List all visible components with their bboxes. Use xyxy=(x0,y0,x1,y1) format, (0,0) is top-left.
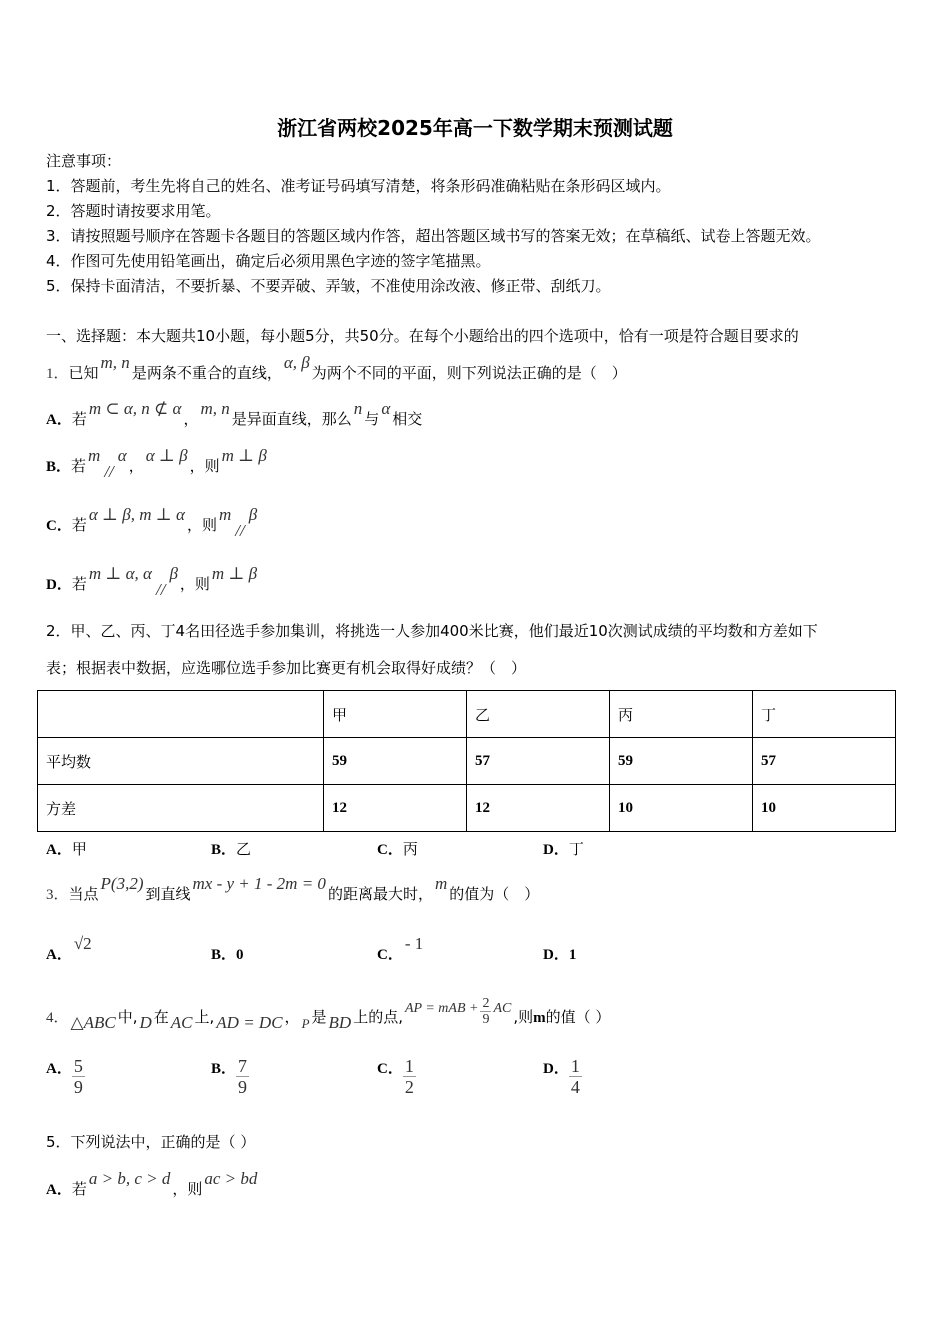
table-row xyxy=(38,785,896,832)
question-number: 4． xyxy=(46,1010,69,1026)
option-math: √2 xyxy=(73,934,92,953)
fraction xyxy=(403,1056,416,1097)
math: AD = DC xyxy=(216,1013,283,1032)
q2-option-d xyxy=(543,838,584,859)
text: 若 xyxy=(71,457,87,475)
option-label: C． xyxy=(377,947,403,963)
q4-option-d xyxy=(543,1048,582,1097)
math: m ⊥ β xyxy=(221,446,267,465)
option-label: B． xyxy=(211,947,237,963)
math: m xyxy=(218,505,232,524)
table-cell: 12 xyxy=(467,785,610,832)
text: 若 xyxy=(71,410,87,428)
option-text: 丁 xyxy=(568,840,584,858)
math: n xyxy=(353,399,363,418)
option-text: 乙 xyxy=(236,840,252,858)
text: 上, xyxy=(194,1008,215,1026)
math: m ⊥ β xyxy=(211,564,258,583)
math: m xyxy=(88,446,101,465)
q4-option-a xyxy=(46,1048,85,1097)
option-text: 0 xyxy=(236,947,244,963)
numerator: 7 xyxy=(238,1056,248,1076)
math: △ABC xyxy=(70,1013,116,1032)
option-label: D． xyxy=(543,1061,569,1077)
table-cell: 方差 xyxy=(38,785,324,832)
option-math: - 1 xyxy=(404,934,424,953)
text: ， xyxy=(183,410,199,428)
text: 的距离最大时， xyxy=(327,885,433,903)
text: 若 xyxy=(71,516,87,534)
text: ，则 xyxy=(172,1180,203,1198)
denominator: 9 xyxy=(238,1077,248,1097)
option-label: D． xyxy=(46,577,72,593)
text: 的值为（ ） xyxy=(449,885,540,903)
fraction xyxy=(569,1056,582,1097)
math: α ⊥ β, m ⊥ α xyxy=(88,505,185,524)
math: β xyxy=(169,564,178,583)
math: P(3,2) xyxy=(100,874,144,893)
math: α, β xyxy=(283,353,310,372)
option-text: 1 xyxy=(568,947,577,963)
q3-option-b xyxy=(211,943,244,964)
note-item: 3．请按照题号顺序在答题卡各题目的答题区域内作答，超出答题区域书写的答案无效；在草稿纸、试卷上答题无效。 xyxy=(46,227,821,245)
table-cell: 丙 xyxy=(610,691,753,738)
parallel-symbol: // xyxy=(235,521,245,540)
text: 若 xyxy=(71,1180,87,1198)
math: m ⊂ α, n ⊄ α xyxy=(88,399,182,418)
text: 上的点, xyxy=(353,1008,403,1026)
option-text: 甲 xyxy=(71,840,87,858)
question-number: 1． xyxy=(46,366,69,382)
option-label: B． xyxy=(211,842,237,858)
table-header-row xyxy=(38,691,896,738)
option-text: 丙 xyxy=(402,840,418,858)
q2-option-c xyxy=(377,838,418,859)
math: m xyxy=(434,874,448,893)
text: ,则 xyxy=(513,1008,534,1026)
fraction xyxy=(480,996,491,1027)
option-label: C． xyxy=(377,1061,403,1077)
text: 的值（ ） xyxy=(545,1008,611,1026)
fraction xyxy=(72,1056,85,1097)
text: 为两个不同的平面，则下列说法正确的是（ ） xyxy=(311,364,627,382)
math: mx - y + 1 - 2m = 0 xyxy=(192,874,326,893)
note-item: 4．作图可先使用铅笔画出，确定后必须用黑色字迹的签字笔描黑。 xyxy=(46,252,491,270)
option-label: C． xyxy=(377,842,403,858)
note-item: 1．答题前，考生先将自己的姓名、准考证号码填写清楚，将条形码准确粘贴在条形码区域内。 xyxy=(46,177,671,195)
text: 与 xyxy=(364,410,380,428)
text: 是异面直线，那么 xyxy=(231,410,352,428)
math: BD xyxy=(328,1013,352,1032)
table-cell: 10 xyxy=(610,785,753,832)
note-item: 5．保持卡面清洁，不要折暴、不要弄破、弄皱，不准使用涂改液、修正带、刮纸刀。 xyxy=(46,277,611,295)
text: 若 xyxy=(71,575,87,593)
math: α ⊥ β xyxy=(145,446,188,465)
section-heading: 一、选择题：本大题共10小题，每小题5分，共50分。在每个小题给出的四个选项中，恰有一项是符合题目要求的 xyxy=(46,327,799,345)
parallel-symbol: // xyxy=(104,462,114,481)
text: 当点 xyxy=(68,885,99,903)
page-title: 浙江省两校2025年高一下数学期末预测试题 xyxy=(277,116,673,140)
text: m xyxy=(533,1010,546,1026)
option-label: A． xyxy=(46,947,72,963)
option-label: C． xyxy=(46,518,72,534)
option-label: B． xyxy=(211,1061,237,1077)
q1-option-c xyxy=(46,505,259,540)
fraction xyxy=(236,1056,249,1097)
q2-option-b xyxy=(211,838,251,859)
text: 中, xyxy=(117,1008,138,1026)
numerator: 1 xyxy=(570,1056,580,1076)
table-cell xyxy=(38,691,324,738)
math: AC xyxy=(493,1001,512,1016)
question-2-line1: 2．甲、乙、丙、丁4名田径选手参加集训，将挑选一人参加400米比赛，他们最近10次测试成绩的平均数和方差如下 xyxy=(46,622,818,640)
math: m, n xyxy=(200,399,230,418)
option-label: A． xyxy=(46,412,72,428)
denominator: 9 xyxy=(73,1077,83,1097)
math: a > b, c > d xyxy=(88,1169,171,1188)
text: 是两条不重合的直线， xyxy=(131,364,282,382)
option-label: D． xyxy=(543,947,569,963)
option-label: A． xyxy=(46,842,72,858)
score-table xyxy=(37,690,896,832)
question-4 xyxy=(46,996,611,1033)
table-cell: 59 xyxy=(610,738,753,785)
text: ，则 xyxy=(186,516,217,534)
q1-option-b xyxy=(46,446,269,481)
option-label: D． xyxy=(543,842,569,858)
table-cell: 57 xyxy=(467,738,610,785)
math: m, n xyxy=(100,353,130,372)
table-cell: 平均数 xyxy=(38,738,324,785)
math: α xyxy=(381,399,391,418)
q2-option-a xyxy=(46,838,87,859)
table-cell: 57 xyxy=(753,738,896,785)
text: 已知 xyxy=(68,364,99,382)
text: 相交 xyxy=(392,410,423,428)
table-cell: 59 xyxy=(324,738,467,785)
q1-option-a xyxy=(46,399,423,430)
parallel-symbol: // xyxy=(155,580,166,599)
math: α xyxy=(117,446,127,465)
math: P xyxy=(301,1016,310,1031)
table-row xyxy=(38,738,896,785)
q3-option-c xyxy=(377,934,425,964)
text: 到直线 xyxy=(145,885,191,903)
text: 是 xyxy=(311,1008,327,1026)
table-cell: 乙 xyxy=(467,691,610,738)
question-2-line2: 表；根据表中数据，应选哪位选手参加比赛更有机会取得好成绩？（ ） xyxy=(46,659,527,677)
text: 在 xyxy=(153,1008,169,1026)
option-label: A． xyxy=(46,1061,72,1077)
q3-option-d xyxy=(543,943,576,964)
table-cell: 12 xyxy=(324,785,467,832)
q4-option-c xyxy=(377,1048,416,1097)
q3-option-a xyxy=(46,934,94,964)
note-item: 2．答题时请按要求用笔。 xyxy=(46,202,221,220)
q1-option-d xyxy=(46,564,259,599)
question-number: 3． xyxy=(46,887,69,903)
q5-option-a xyxy=(46,1169,259,1200)
math: AC xyxy=(170,1013,193,1032)
numerator: 2 xyxy=(482,996,490,1011)
text: ，则 xyxy=(179,575,210,593)
table-cell: 10 xyxy=(753,785,896,832)
q4-option-b xyxy=(211,1048,249,1097)
text: ， xyxy=(128,457,144,475)
math: m ⊥ α, α xyxy=(88,564,152,583)
math: D xyxy=(139,1013,152,1032)
math: β xyxy=(248,505,258,524)
option-label: B． xyxy=(46,459,72,475)
denominator: 2 xyxy=(404,1077,414,1097)
table-cell: 丁 xyxy=(753,691,896,738)
table-cell: 甲 xyxy=(324,691,467,738)
numerator: 5 xyxy=(73,1056,83,1076)
denominator: 4 xyxy=(570,1077,580,1097)
math: ac > bd xyxy=(204,1169,258,1188)
question-5: 5．下列说法中，正确的是（ ） xyxy=(46,1133,256,1151)
question-3 xyxy=(46,874,540,905)
numerator: 1 xyxy=(404,1056,414,1076)
math: AP = mAB + xyxy=(404,1001,479,1016)
denominator: 9 xyxy=(482,1012,490,1027)
option-label: A． xyxy=(46,1182,72,1198)
question-1 xyxy=(46,353,627,384)
text: ， xyxy=(284,1008,300,1026)
text: ，则 xyxy=(189,457,220,475)
notes-heading: 注意事项： xyxy=(46,152,122,170)
